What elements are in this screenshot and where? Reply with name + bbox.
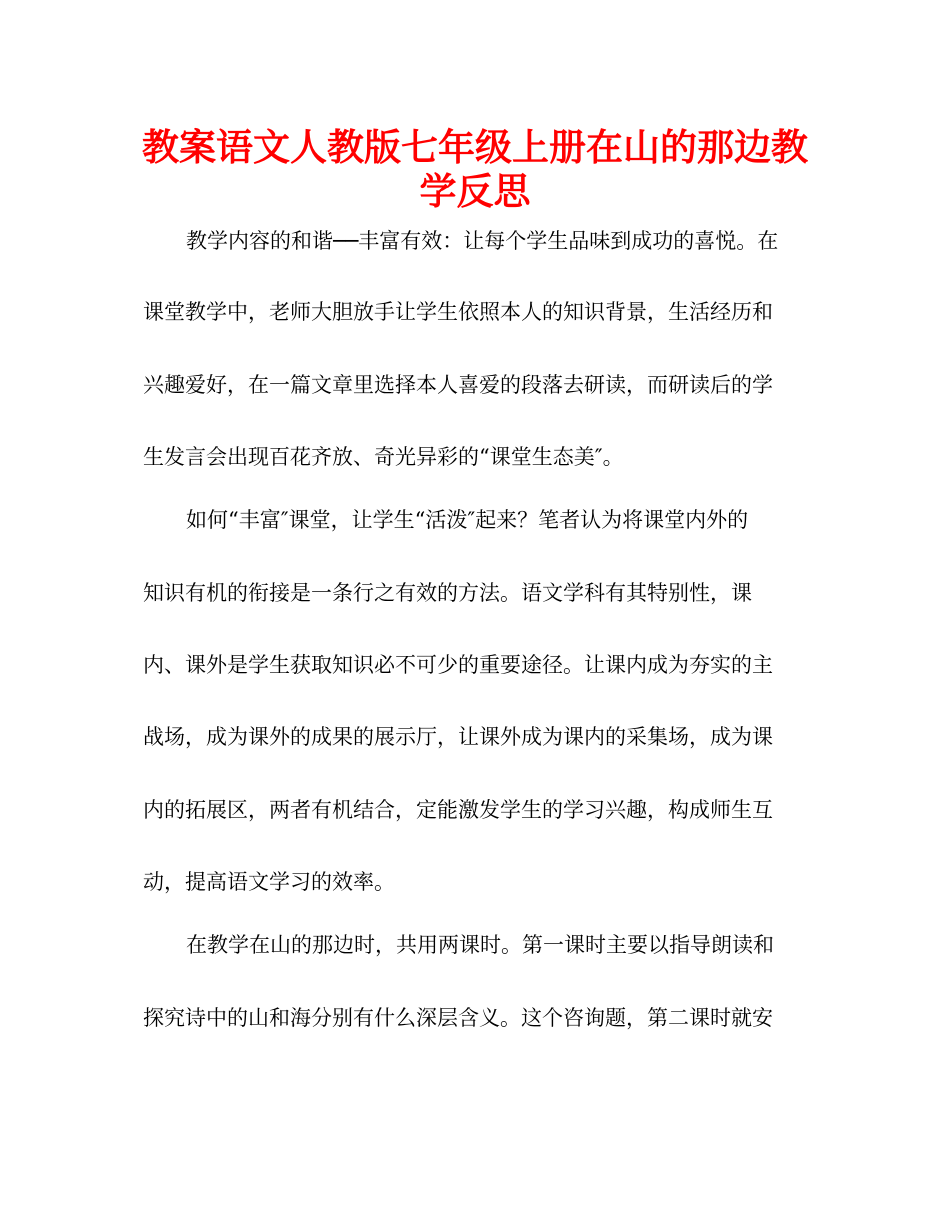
paragraph-2-line-3: 内、课外是学生获取知识必不可少的重要途径。让课内成为夯实的主: [143, 653, 773, 677]
paragraph-2-line-1: 如何“丰富″课堂，让学生“活泼″起来？笔者认为将课堂内外的: [186, 508, 749, 532]
paragraph-3-line-2: 探究诗中的山和海分别有什么深层含义。这个咨询题，第二课时就安: [143, 1006, 773, 1030]
paragraph-2-line-5: 内的拓展区，两者有机结合，定能激发学生的学习兴趣，构成师生互: [143, 798, 773, 822]
paragraph-2-line-2: 知识有机的衔接是一条行之有效的方法。语文学科有其特别性，课: [143, 581, 752, 605]
paragraph-1-line-3: 兴趣爱好，在一篇文章里选择本人喜爱的段落去研读，而研读后的学: [143, 373, 773, 397]
paragraph-1-line-2: 课堂教学中，老师大胆放手让学生依照本人的知识背景，生活经历和: [143, 300, 773, 324]
document-title-line-2: 学反思: [419, 170, 531, 213]
paragraph-1-line-1: 教学内容的和谐──丰富有效：让每个学生品味到成功的喜悦。在: [186, 229, 779, 253]
document-title-line-1: 教案语文人教版七年级上册在山的那边教: [142, 126, 808, 169]
paragraph-2-line-6: 动，提高语文学习的效率。: [143, 870, 395, 894]
paragraph-1-line-4: 生发言会出现百花齐放、奇光异彩的“课堂生态美″。: [143, 445, 624, 469]
paragraph-3-line-1: 在教学在山的那边时，共用两课时。第一课时主要以指导朗读和: [186, 933, 774, 957]
paragraph-2-line-4: 战场，成为课外的成果的展示厅，让课外成为课内的采集场，成为课: [143, 725, 773, 749]
